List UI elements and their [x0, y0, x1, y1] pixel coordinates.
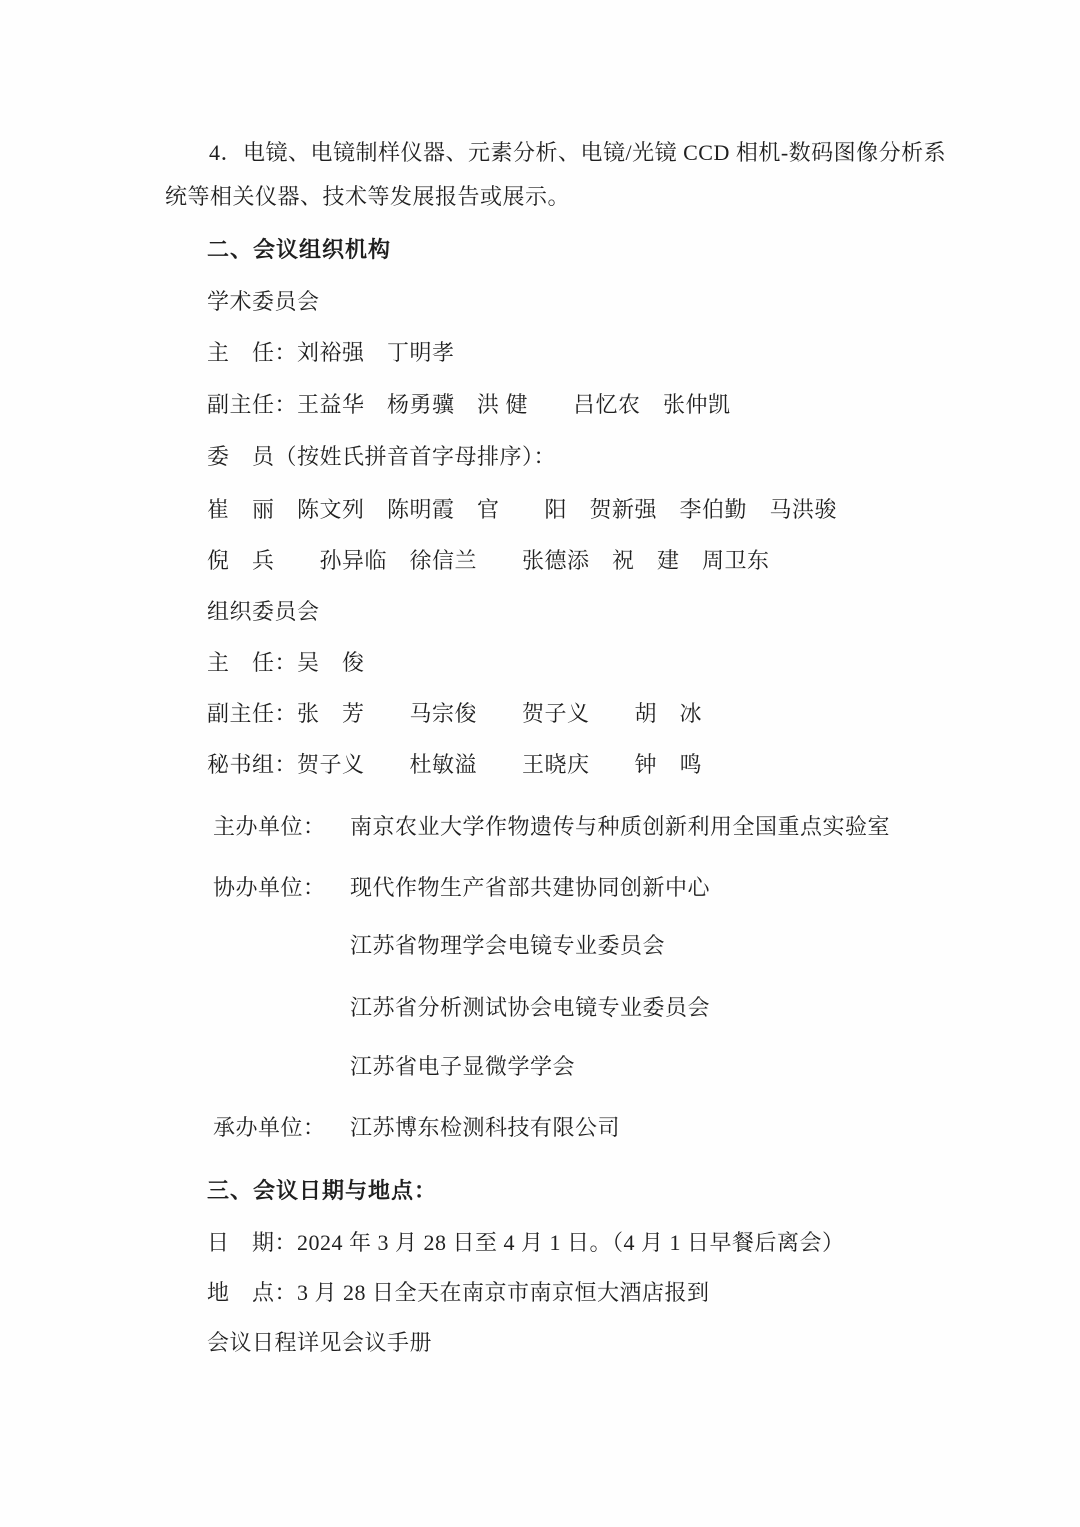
co-organizer-value-2: 江苏省物理学会电镜专业委员会: [350, 933, 666, 958]
academic-members-label: 委 员（按姓氏拼音首字母排序）：: [207, 444, 557, 469]
section2-heading: 二、会议组织机构: [207, 237, 392, 262]
co-organizer-value-4: 江苏省电子显微学学会: [350, 1054, 576, 1079]
date-line: 日 期：2024 年 3 月 28 日至 4 月 1 日。（4 月 1 日早餐后离会）: [207, 1230, 845, 1255]
organizing-committee-title: 组织委员会: [207, 599, 320, 624]
co-organizer-label: 协办单位：: [213, 875, 326, 900]
academic-committee-title: 学术委员会: [207, 289, 320, 314]
academic-members-line2: 倪 兵 孙异临 徐信兰 张德添 祝 建 周卫东: [207, 548, 770, 573]
undertaker-value: 江苏博东检测科技有限公司: [350, 1115, 621, 1140]
academic-members-line1: 崔 丽 陈文列 陈明霞 官 阳 贺新强 李伯勤 马洪骏: [207, 497, 838, 522]
section3-heading: 三、会议日期与地点：: [207, 1178, 438, 1203]
host-unit-value: 南京农业大学作物遗传与种质创新利用全国重点实验室: [350, 814, 891, 839]
academic-deputy-line: 副主任：王益华 杨勇骥 洪 健 吕忆农 张仲凯: [207, 392, 731, 417]
organizing-director-line: 主 任：吴 俊: [207, 650, 365, 675]
schedule-note-line: 会议日程详见会议手册: [207, 1330, 433, 1355]
organizing-secretary-line: 秘书组：贺子义 杜敏溢 王晓庆 钟 鸣: [207, 752, 703, 777]
co-organizer-value-3: 江苏省分析测试协会电镜专业委员会: [350, 995, 711, 1020]
academic-director-line: 主 任：刘裕强 丁明孝: [207, 340, 455, 365]
paragraph4-line1: 4．电镜、电镜制样仪器、元素分析、电镜/光镜 CCD 相机-数码图像分析系: [209, 140, 947, 165]
host-unit-label: 主办单位：: [213, 814, 326, 839]
paragraph4-line2: 统等相关仪器、技术等发展报告或展示。: [165, 184, 571, 209]
organizing-deputy-line: 副主任：张 芳 马宗俊 贺子义 胡 冰: [207, 701, 703, 726]
undertaker-label: 承办单位：: [213, 1115, 326, 1140]
co-organizer-value-1: 现代作物生产省部共建协同创新中心: [350, 875, 711, 900]
venue-line: 地 点：3 月 28 日全天在南京市南京恒大酒店报到: [207, 1280, 710, 1305]
